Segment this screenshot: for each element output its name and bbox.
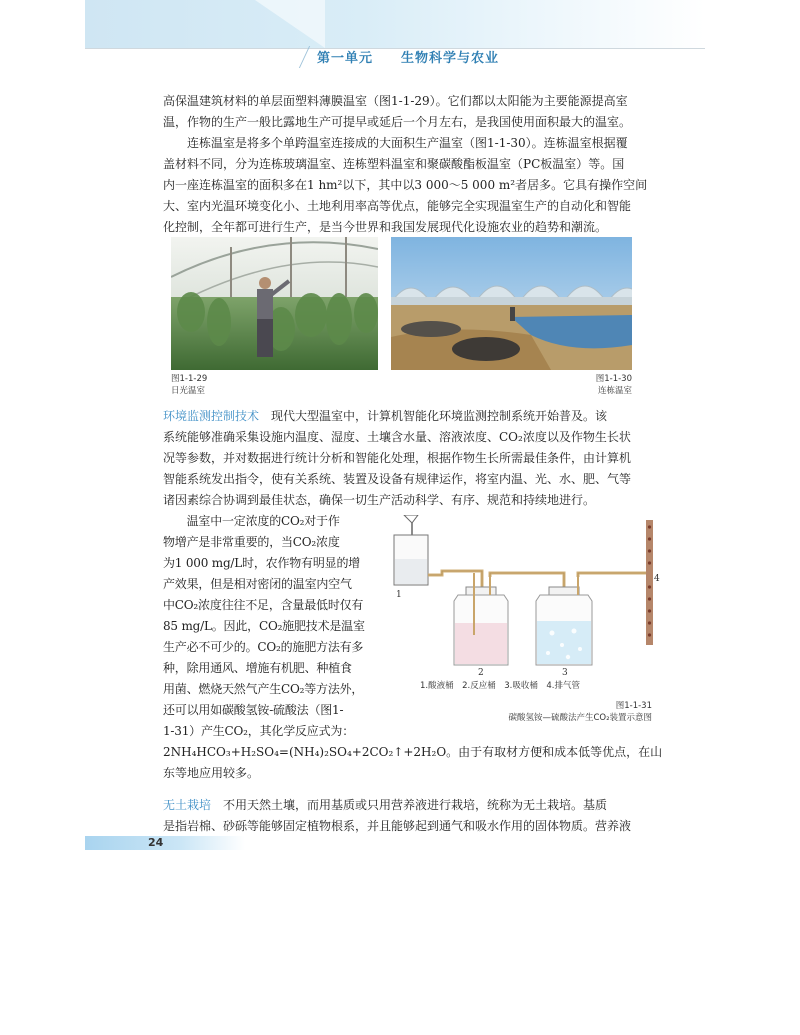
figure-title: 日光温室 <box>171 386 206 396</box>
figure-number: 图1-1-29 <box>171 374 208 384</box>
section-keyword: 环境监测控制技术 <box>163 409 260 423</box>
section-keyword: 无土栽培 <box>163 798 212 812</box>
page-header <box>317 47 617 69</box>
paragraph-greenhouse <box>163 91 663 238</box>
diagram-label-3: 3 <box>562 668 568 678</box>
section-soilless-cultivation <box>163 795 663 837</box>
text-line: 中CO₂浓度往往不足，含量最低时仅有 <box>163 598 364 612</box>
text-line: 物增产是非常重要的，当CO₂浓度 <box>163 535 340 549</box>
text-line: 内一座连栋温室的面积多在1 hm²以下，其中以3 000～5 000 m²者居多。它具有操作空间 <box>163 178 648 192</box>
text-line: 诸因素综合协调到最佳状态，确保一切生产活动科学、有序、规范和持续地进行。 <box>163 493 596 507</box>
header-band <box>85 0 705 48</box>
figure-31-legend: 1.酸液桶 2.反应桶 3.吸收桶 4.排气管 <box>420 681 580 691</box>
text-line: 用菌、燃烧天然气产生CO₂等方法外， <box>163 682 364 696</box>
photo-multispan-greenhouse <box>391 237 632 370</box>
figure-31-diagram <box>392 515 662 695</box>
page-number: 24 <box>148 836 164 849</box>
text-line: 东等地应用较多。 <box>163 766 260 780</box>
text-line: 化控制，全年都可进行生产，是当今世界和我国发展现代化设施农业的趋势和潮流。 <box>163 220 608 234</box>
paragraph-co2 <box>163 511 385 742</box>
unit-label: 第一单元 <box>317 51 374 66</box>
text-line: 智能系统发出指令，使有关系统、装置及设备有规律运作，将室内温、光、水、肥、气等 <box>163 472 632 486</box>
text-line: 温室中一定浓度的CO₂对于作 <box>163 514 340 528</box>
text-line: 为1 000 mg/L时，农作物有明显的增 <box>163 556 361 570</box>
text-line: 种，除用通风、增施有机肥、种植食 <box>163 661 352 675</box>
text-line: 85 mg/L。因此，CO₂施肥技术是温室 <box>163 619 365 633</box>
figure-29-caption <box>171 373 291 397</box>
unit-title: 生物科学与农业 <box>401 51 500 66</box>
figure-title: 碳酸氢铵—硫酸法产生CO₂装置示意图 <box>508 713 652 723</box>
text-line: 况等参数，并对数据进行统计分析和智能化处理，根据作物生长所需最佳条件，由计算机 <box>163 451 632 465</box>
text-line: 大、室内光温环境变化小、土地利用率高等优点，能够完全实现温室生产的自动化和智能 <box>163 199 632 213</box>
text-line: 1-31）产生CO₂，其化学反应式为： <box>163 724 354 738</box>
figure-number: 图1-1-31 <box>615 701 652 711</box>
section-environment-monitoring <box>163 406 663 511</box>
diagram-label-2: 2 <box>478 668 484 678</box>
diagram-label-1: 1 <box>396 590 402 600</box>
photo-solar-greenhouse <box>171 237 378 370</box>
text-line: 是指岩棉、砂砾等能够固定植物根系，并且能够起到通气和吸水作用的固体物质。营养液 <box>163 819 632 833</box>
diagram-label-4: 4 <box>654 574 660 584</box>
footer-band <box>85 836 245 850</box>
text-line: 盖材料不同，分为连栋玻璃温室、连栋塑料温室和聚碳酸酯板温室（PC板温室）等。国 <box>163 157 625 171</box>
chemical-equation: 2NH₄HCO₃+H₂SO₄=(NH₄)₂SO₄+2CO₂↑+2H₂O。由于有取材方便和成本低等优点，在山 <box>163 745 663 759</box>
figure-30-caption <box>512 373 632 397</box>
text-line: 产效果，但是相对密闭的温室内空气 <box>163 577 352 591</box>
text-line: 还可以用如碳酸氢铵-硫酸法（图1- <box>163 703 344 717</box>
figure-31-caption <box>460 700 652 724</box>
text-line: 高保温建筑材料的单层面塑料薄膜温室（图1-1-29）。它们都以太阳能为主要能源提高室 <box>163 94 628 108</box>
text-line: 不用天然土壤，而用基质或只用营养液进行栽培，统称为无土栽培。基质 <box>211 798 608 812</box>
figure-number: 图1-1-30 <box>595 374 632 384</box>
text-line: 温，作物的生产一般比露地生产可提早或延后一个月左右，是我国使用面积最大的温室。 <box>163 115 632 129</box>
text-line: 生产必不可少的。CO₂的施肥方法有多 <box>163 640 364 654</box>
text-line: 连栋温室是将多个单跨温室连接成的大面积生产温室（图1-1-30）。连栋温室根据覆 <box>163 136 628 150</box>
text-line: 系统能够准确采集设施内温度、湿度、土壤含水量、溶液浓度、CO₂浓度以及作物生长状 <box>163 430 631 444</box>
paragraph-equation <box>163 742 663 784</box>
figure-title: 连栋温室 <box>597 386 632 396</box>
text-line: 现代大型温室中，计算机智能化环境监测控制系统开始普及。该 <box>259 409 608 423</box>
